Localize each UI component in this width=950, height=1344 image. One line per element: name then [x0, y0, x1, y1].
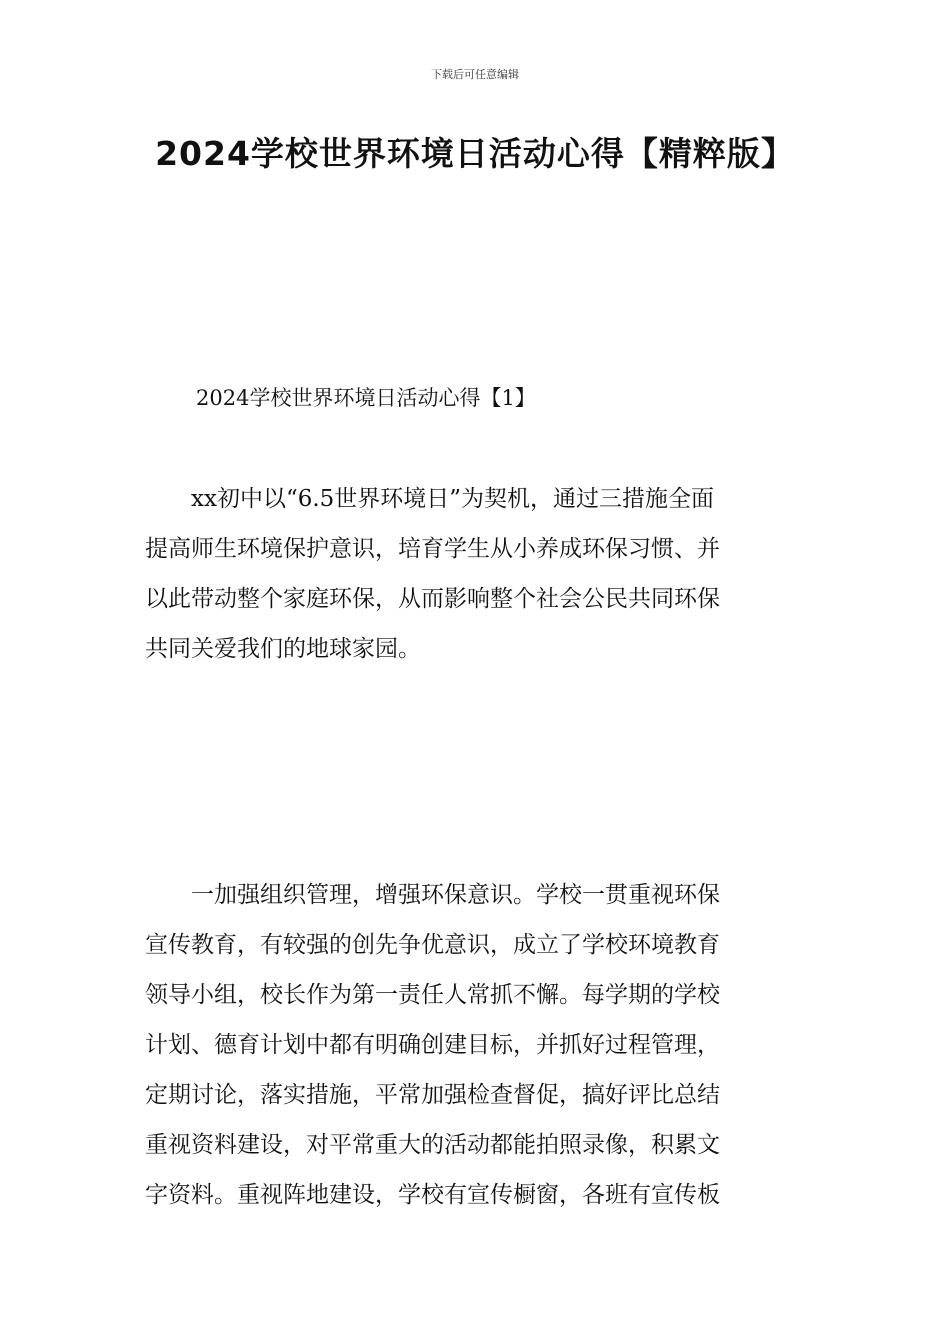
paragraph-intro — [145, 474, 805, 674]
paragraph-line: 字资料。重视阵地建设，学校有宣传橱窗，各班有宣传板 — [145, 1182, 720, 1208]
document-title: 2024学校世界环境日活动心得【精粹版】 — [155, 134, 795, 173]
paragraph-line: 共同关爱我们的地球家园。 — [145, 636, 421, 662]
paragraph-organization — [145, 870, 805, 1220]
section-heading: 2024学校世界环境日活动心得【1】 — [196, 386, 536, 410]
paragraph-line: 宣传教育，有较强的创先争优意识，成立了学校环境教育 — [145, 932, 720, 958]
paragraph-line: 以此带动整个家庭环保，从而影响整个社会公民共同环保 — [145, 586, 720, 612]
paragraph-line: 提高师生环境保护意识，培育学生从小养成环保习惯、并 — [145, 536, 720, 562]
paragraph-line: 定期讨论，落实措施，平常加强检查督促，搞好评比总结 — [145, 1082, 720, 1108]
paragraph-line: 一加强组织管理，增强环保意识。学校一贯重视环保 — [145, 882, 720, 908]
paragraph-line: xx初中以“6.5世界环境日”为契机，通过三措施全面 — [145, 486, 715, 512]
paragraph-line: 领导小组，校长作为第一责任人常抓不懈。每学期的学校 — [145, 982, 720, 1008]
paragraph-line: 计划、德育计划中都有明确创建目标，并抓好过程管理， — [145, 1032, 720, 1058]
header-note: 下载后可任意编辑 — [431, 68, 519, 81]
paragraph-line: 重视资料建设，对平常重大的活动都能拍照录像，积累文 — [145, 1132, 720, 1158]
